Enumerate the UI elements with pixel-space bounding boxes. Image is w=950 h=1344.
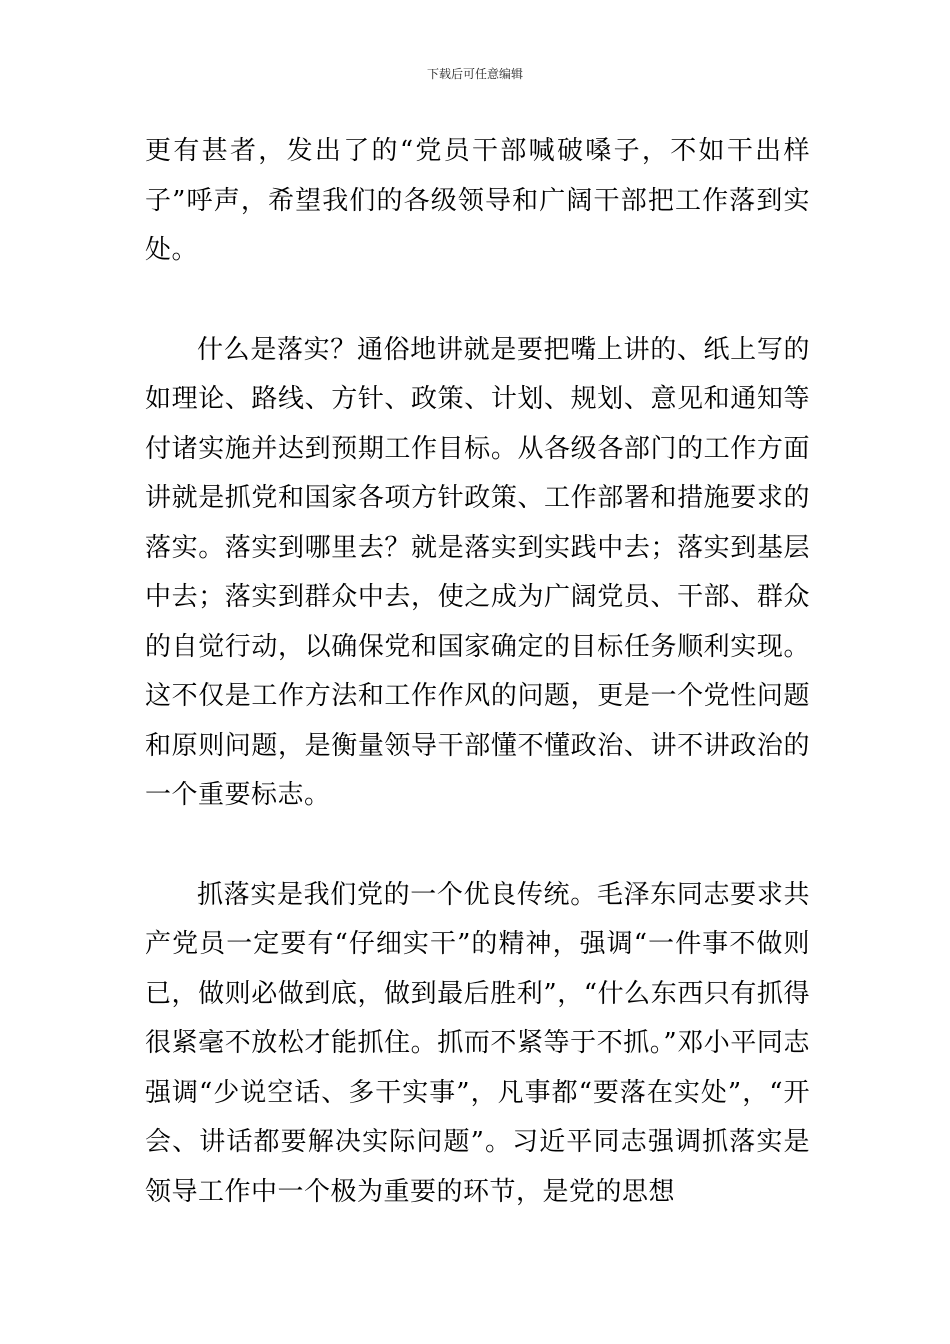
paragraph-3: 抓落实是我们党的一个优良传统。毛泽东同志要求共产党员一定要有“仔细实干”的精神，强调“一件事不做则已，做则必做到底，做到最后胜利”，“什么东西只有抓得很紧毫不放松才能抓住。抓而不紧等于不抓。”邓小平同志强调“少说空话、多干实事”，凡事都“要落在实处”，“开会、讲话都要解决实际问题”。习近平同志强调抓落实是领导工作中一个极为重要的环节，是党的思想 <box>145 879 810 1207</box>
paragraph-spacer <box>145 276 810 326</box>
paragraph-spacer <box>145 821 810 871</box>
paragraph-2: 什么是落实？通俗地讲就是要把嘴上讲的、纸上写的如理论、路线、方针、政策、计划、规划、意见和通知等付诸实施并达到预期工作目标。从各级各部门的工作方面讲就是抓党和国家各项方针政策、工作部署和措施要求的落实。落实到哪里去？就是落实到实践中去；落实到基层中去；落实到群众中去，使之成为广阔党员、干部、群众的自觉行动，以确保党和国家确定的目标任务顺利实现。这不仅是工作方法和工作作风的问题，更是一个党性问题和原则问题，是衡量领导干部懂不懂政治、讲不讲政治的一个重要标志。 <box>145 334 810 810</box>
header-note: 下载后可任意编辑 <box>426 67 523 81</box>
document-body <box>145 127 810 1217</box>
paragraph-1: 更有甚者，发出了的“党员干部喊破嗓子，不如干出样子”呼声，希望我们的各级领导和广阔干部把工作落到实处。 <box>145 136 810 265</box>
